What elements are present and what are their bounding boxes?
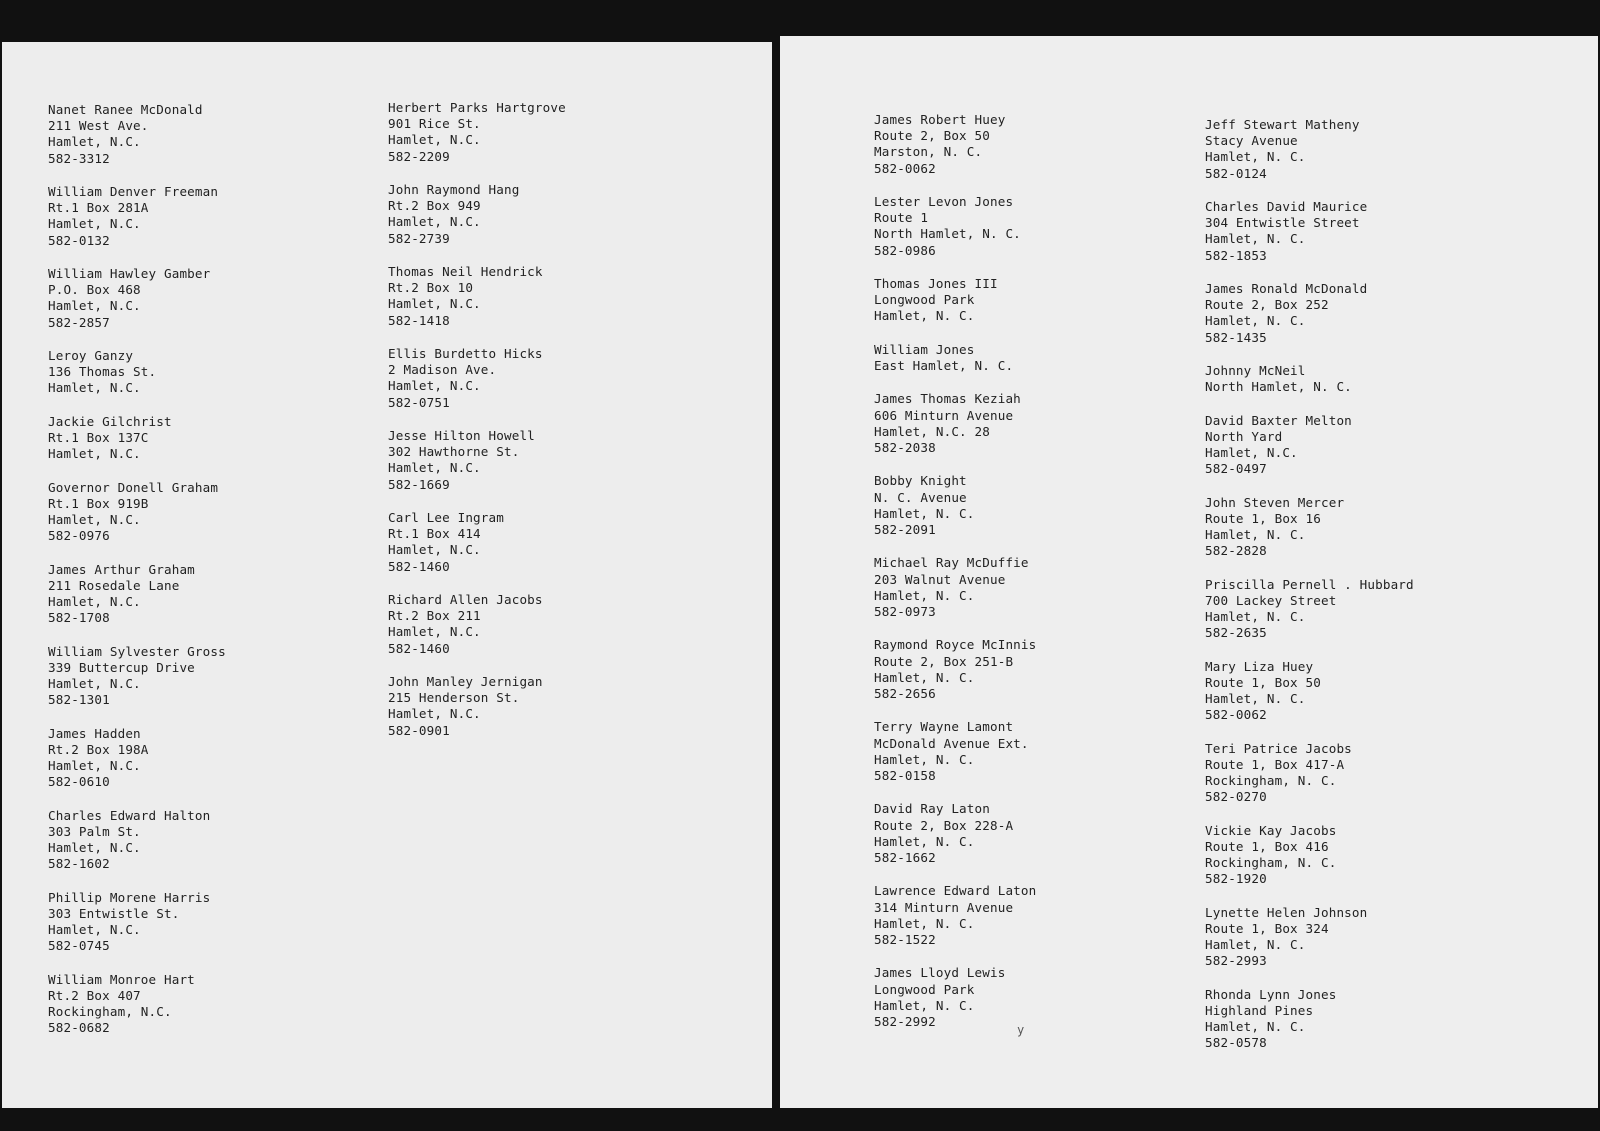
entry-address: 303 Palm St. bbox=[48, 823, 141, 839]
directory-entry bbox=[874, 276, 1036, 325]
entry-name: Johnny McNeil bbox=[1205, 363, 1306, 378]
entry-address: 136 Thomas St. bbox=[48, 364, 157, 380]
entry-address: 211 Rosedale Lane bbox=[48, 577, 180, 593]
entry-city: Hamlet, N. C. bbox=[874, 751, 975, 767]
entry-name: John Raymond Hang bbox=[388, 182, 520, 197]
entry-city: Hamlet, N.C. bbox=[48, 380, 141, 396]
entry-phone: 582-1920 bbox=[1205, 871, 1267, 887]
directory-entry bbox=[874, 555, 1036, 620]
entry-name: Charles David Maurice bbox=[1205, 199, 1368, 214]
entry-address: Route 1, Box 417-A bbox=[1205, 756, 1345, 772]
entry-name: William Monroe Hart bbox=[48, 971, 195, 987]
directory-entry bbox=[388, 100, 566, 165]
entry-name: Thomas Jones III bbox=[874, 276, 998, 291]
directory-entry bbox=[388, 428, 566, 493]
directory-entry bbox=[1205, 199, 1414, 264]
entry-city: Hamlet, N. C. bbox=[1205, 149, 1306, 165]
directory-entry bbox=[874, 965, 1036, 1030]
entry-phone: 582-0751 bbox=[388, 394, 450, 410]
entry-address: Route 1, Box 50 bbox=[1205, 674, 1321, 690]
entry-phone: 582-0124 bbox=[1205, 165, 1267, 181]
entry-phone: 582-0682 bbox=[48, 1020, 110, 1036]
entry-address: 2 Madison Ave. bbox=[388, 362, 497, 378]
directory-entry bbox=[48, 808, 226, 873]
entry-phone: 582-2739 bbox=[388, 230, 450, 246]
entry-address: 303 Entwistle St. bbox=[48, 905, 180, 921]
entry-address: Route 2, Box 50 bbox=[874, 128, 990, 144]
entry-name: Jesse Hilton Howell bbox=[388, 428, 535, 443]
entry-phone: 582-3312 bbox=[48, 150, 110, 166]
entry-phone: 582-2993 bbox=[1205, 953, 1267, 969]
entry-city: Hamlet, N.C. bbox=[388, 378, 481, 394]
directory-entry bbox=[388, 346, 566, 411]
directory-entry bbox=[1205, 413, 1414, 478]
entry-address: 302 Hawthorne St. bbox=[388, 444, 520, 460]
entry-address: Rt.2 Box 10 bbox=[388, 280, 474, 296]
entry-address: N. C. Avenue bbox=[874, 489, 967, 505]
entry-phone: 582-1853 bbox=[1205, 247, 1267, 263]
entry-city: Hamlet, N.C. bbox=[1205, 445, 1298, 460]
entry-phone: 582-0132 bbox=[48, 232, 110, 248]
entry-phone: 582-2635 bbox=[1205, 625, 1267, 641]
directory-entry bbox=[1205, 987, 1414, 1052]
entry-city: Hamlet, N. C. bbox=[874, 833, 975, 849]
directory-entry bbox=[874, 391, 1036, 456]
entry-name: Teri Patrice Jacobs bbox=[1205, 740, 1352, 756]
directory-entry bbox=[874, 719, 1036, 784]
entry-address: 606 Minturn Avenue bbox=[874, 407, 1014, 423]
entry-name: Raymond Royce McInnis bbox=[874, 637, 1037, 653]
entry-city: Hamlet, N. C. bbox=[874, 505, 975, 521]
directory-entry bbox=[48, 414, 226, 463]
entry-name: Charles Edward Halton bbox=[48, 807, 211, 823]
entry-name: Richard Allen Jacobs bbox=[388, 592, 543, 607]
entry-address: Rt.1 Box 281A bbox=[48, 200, 149, 216]
directory-entry bbox=[48, 562, 226, 627]
entry-address: Rt.2 Box 949 bbox=[388, 198, 481, 214]
entry-name: David Baxter Melton bbox=[1205, 412, 1352, 428]
entry-name: Jackie Gilchrist bbox=[48, 413, 172, 429]
entry-address: Route 2, Box 228-A bbox=[874, 817, 1014, 833]
entry-address: 304 Entwistle Street bbox=[1205, 215, 1360, 231]
entry-address: Longwood Park bbox=[874, 981, 975, 997]
entry-phone: 582-0976 bbox=[48, 528, 110, 544]
entry-name: Phillip Morene Harris bbox=[48, 889, 211, 905]
entry-city: Hamlet, N.C. bbox=[48, 594, 141, 609]
directory-entry bbox=[388, 264, 566, 329]
entry-address: Rt.1 Box 137C bbox=[48, 430, 149, 445]
directory-entry bbox=[1205, 495, 1414, 560]
right-page-column-2 bbox=[1205, 117, 1414, 1069]
entry-phone: 582-0497 bbox=[1205, 461, 1267, 477]
entry-address: Rt.2 Box 198A bbox=[48, 741, 149, 757]
left-page bbox=[2, 42, 772, 1108]
entry-name: Vickie Kay Jacobs bbox=[1205, 822, 1337, 838]
directory-entry bbox=[1205, 577, 1414, 642]
entry-city: Hamlet, N. C. bbox=[1205, 937, 1306, 952]
entry-phone: 582-0270 bbox=[1205, 789, 1267, 805]
entry-phone: 582-0986 bbox=[874, 242, 936, 258]
directory-entry bbox=[48, 102, 226, 167]
directory-entry bbox=[1205, 281, 1414, 346]
directory-entry bbox=[48, 890, 226, 955]
entry-phone: 582-1301 bbox=[48, 692, 110, 708]
entry-name: John Manley Jernigan bbox=[388, 674, 543, 689]
entry-city: Hamlet, N.C. bbox=[48, 758, 141, 773]
directory-entry bbox=[388, 592, 566, 657]
entry-phone: 582-1418 bbox=[388, 312, 450, 328]
entry-phone: 582-0973 bbox=[874, 604, 936, 619]
entry-address: Route 1, Box 324 bbox=[1205, 920, 1329, 936]
entry-name: Lynette Helen Johnson bbox=[1205, 904, 1368, 920]
directory-entry bbox=[874, 342, 1036, 374]
entry-city: Hamlet, N.C. bbox=[388, 132, 481, 148]
entry-city: Hamlet, N.C. bbox=[388, 542, 481, 558]
page-footer-fragment: y bbox=[1017, 1023, 1025, 1037]
entry-address: 211 West Ave. bbox=[48, 118, 149, 134]
entry-name: Leroy Ganzy bbox=[48, 348, 134, 363]
entry-phone: 582-0158 bbox=[874, 768, 936, 783]
entry-phone: 582-0062 bbox=[1205, 707, 1267, 723]
entry-city: Hamlet, N.C. bbox=[388, 296, 481, 312]
entry-name: James Robert Huey bbox=[874, 112, 1006, 127]
entry-address: Rt.1 Box 414 bbox=[388, 526, 481, 542]
directory-entry bbox=[874, 883, 1036, 948]
entry-name: Thomas Neil Hendrick bbox=[388, 264, 543, 279]
entry-phone: 582-2857 bbox=[48, 314, 110, 330]
entry-address: 700 Lackey Street bbox=[1205, 592, 1337, 608]
entry-phone: 582-2828 bbox=[1205, 543, 1267, 559]
entry-city: Hamlet, N.C. bbox=[48, 676, 141, 691]
entry-name: James Hadden bbox=[48, 725, 141, 741]
entry-address: Longwood Park bbox=[874, 292, 975, 308]
entry-city: Hamlet, N. C. bbox=[874, 587, 975, 603]
entry-city: Hamlet, N.C. bbox=[48, 134, 141, 150]
entry-address: Rt.2 Box 211 bbox=[388, 608, 481, 624]
entry-address: East Hamlet, N. C. bbox=[874, 358, 1014, 373]
directory-entry bbox=[874, 194, 1036, 259]
entry-address: Stacy Avenue bbox=[1205, 133, 1298, 149]
entry-name: Bobby Knight bbox=[874, 473, 967, 489]
entry-city: Hamlet, N. C. bbox=[874, 915, 975, 931]
directory-entry bbox=[1205, 905, 1414, 970]
directory-entry bbox=[1205, 741, 1414, 806]
directory-entry bbox=[48, 348, 226, 397]
entry-phone: 582-2656 bbox=[874, 686, 936, 701]
entry-name: James Thomas Keziah bbox=[874, 391, 1021, 407]
entry-city: Hamlet, N. C. bbox=[874, 669, 975, 685]
entry-city: Hamlet, N. C. bbox=[1205, 527, 1306, 542]
entry-phone: 582-1522 bbox=[874, 932, 936, 947]
entry-city: Hamlet, N.C. bbox=[388, 214, 481, 230]
entry-address: McDonald Avenue Ext. bbox=[874, 735, 1029, 751]
entry-phone: 582-2209 bbox=[388, 148, 450, 164]
left-page-column-1 bbox=[48, 102, 226, 1054]
entry-city: Hamlet, N.C. bbox=[48, 446, 141, 462]
directory-entry bbox=[388, 510, 566, 575]
entry-name: James Arthur Graham bbox=[48, 561, 195, 577]
entry-city: Rockingham, N. C. bbox=[1205, 855, 1337, 870]
entry-address: Route 1 bbox=[874, 210, 929, 226]
entry-address: 901 Rice St. bbox=[388, 116, 481, 132]
entry-address: Highland Pines bbox=[1205, 1002, 1314, 1018]
entry-name: Jeff Stewart Matheny bbox=[1205, 117, 1360, 132]
entry-phone: 582-1460 bbox=[388, 640, 450, 656]
entry-phone: 582-2091 bbox=[874, 522, 936, 537]
directory-entry bbox=[874, 637, 1036, 702]
directory-entry bbox=[48, 184, 226, 249]
entry-phone: 582-1669 bbox=[388, 476, 450, 492]
directory-entry bbox=[388, 182, 566, 247]
entry-phone: 582-0610 bbox=[48, 774, 110, 790]
entry-name: William Sylvester Gross bbox=[48, 643, 226, 659]
entry-address: 215 Henderson St. bbox=[388, 690, 520, 706]
entry-city: Hamlet, N.C. 28 bbox=[874, 423, 990, 439]
entry-name: James Lloyd Lewis bbox=[874, 965, 1006, 981]
right-page bbox=[780, 36, 1598, 1108]
entry-phone: 582-0062 bbox=[874, 160, 936, 176]
entry-address: Rt.1 Box 919B bbox=[48, 495, 149, 511]
entry-name: Ellis Burdetto Hicks bbox=[388, 346, 543, 361]
entry-city: Hamlet, N.C. bbox=[48, 512, 141, 527]
entry-name: William Denver Freeman bbox=[48, 184, 219, 199]
entry-phone: 582-2992 bbox=[874, 1014, 936, 1029]
entry-phone: 582-1662 bbox=[874, 850, 936, 865]
left-page-column-2 bbox=[388, 100, 566, 756]
entry-name: William Hawley Gamber bbox=[48, 266, 211, 281]
entry-address: Rt.2 Box 407 bbox=[48, 987, 141, 1003]
entry-city: Hamlet, N. C. bbox=[1205, 231, 1306, 247]
directory-entry bbox=[48, 266, 226, 331]
entry-address: Route 2, Box 252 bbox=[1205, 297, 1329, 313]
entry-name: Michael Ray McDuffie bbox=[874, 555, 1029, 571]
entry-city: Hamlet, N. C. bbox=[1205, 609, 1306, 624]
entry-city: Hamlet, N.C. bbox=[388, 706, 481, 722]
entry-name: Terry Wayne Lamont bbox=[874, 719, 1014, 735]
entry-name: William Jones bbox=[874, 341, 975, 357]
entry-city: Hamlet, N.C. bbox=[48, 840, 141, 855]
entry-city: Hamlet, N.C. bbox=[48, 298, 141, 314]
entry-address: North Yard bbox=[1205, 428, 1283, 444]
directory-entry bbox=[874, 473, 1036, 538]
entry-name: James Ronald McDonald bbox=[1205, 281, 1368, 296]
entry-phone: 582-1708 bbox=[48, 610, 110, 626]
directory-entry bbox=[48, 972, 226, 1037]
directory-entry bbox=[48, 480, 226, 545]
right-page-column-1 bbox=[874, 112, 1036, 1047]
entry-phone: 582-0901 bbox=[388, 722, 450, 738]
entry-city: Hamlet, N. C. bbox=[1205, 1019, 1306, 1034]
entry-name: Rhonda Lynn Jones bbox=[1205, 986, 1337, 1002]
entry-phone: 582-2038 bbox=[874, 440, 936, 455]
entry-phone: 582-1460 bbox=[388, 558, 450, 574]
entry-city: Hamlet, N. C. bbox=[874, 308, 975, 324]
entry-name: Nanet Ranee McDonald bbox=[48, 102, 203, 117]
entry-city: Hamlet, N.C. bbox=[48, 216, 141, 232]
entry-phone: 582-0745 bbox=[48, 938, 110, 954]
entry-address: North Hamlet, N. C. bbox=[1205, 379, 1352, 395]
entry-phone: 582-1435 bbox=[1205, 329, 1267, 345]
entry-city: Rockingham, N.C. bbox=[48, 1004, 172, 1019]
entry-address: P.O. Box 468 bbox=[48, 282, 141, 298]
entry-name: John Steven Mercer bbox=[1205, 494, 1345, 510]
entry-city: Hamlet, N. C. bbox=[1205, 691, 1306, 706]
directory-entry bbox=[48, 726, 226, 791]
entry-city: Hamlet, N. C. bbox=[874, 997, 975, 1013]
entry-address: Route 1, Box 16 bbox=[1205, 510, 1321, 526]
entry-phone: 582-0578 bbox=[1205, 1035, 1267, 1051]
entry-city: North Hamlet, N. C. bbox=[874, 226, 1021, 242]
entry-address: Route 2, Box 251-B bbox=[874, 653, 1014, 669]
directory-entry bbox=[874, 112, 1036, 177]
entry-name: Lester Levon Jones bbox=[874, 194, 1014, 209]
entry-city: Hamlet, N.C. bbox=[388, 460, 481, 476]
directory-entry bbox=[48, 644, 226, 709]
entry-name: Herbert Parks Hartgrove bbox=[388, 100, 566, 115]
directory-entry bbox=[1205, 117, 1414, 182]
entry-city: Hamlet, N.C. bbox=[388, 624, 481, 640]
entry-address: 339 Buttercup Drive bbox=[48, 659, 195, 675]
directory-entry bbox=[1205, 363, 1414, 395]
entry-name: David Ray Laton bbox=[874, 801, 990, 817]
entry-city: Marston, N. C. bbox=[874, 144, 983, 160]
entry-name: Priscilla Pernell . Hubbard bbox=[1205, 576, 1414, 592]
entry-city: Hamlet, N.C. bbox=[48, 922, 141, 937]
directory-entry bbox=[1205, 823, 1414, 888]
entry-address: Route 1, Box 416 bbox=[1205, 838, 1329, 854]
entry-address: 203 Walnut Avenue bbox=[874, 571, 1006, 587]
directory-entry bbox=[874, 801, 1036, 866]
entry-name: Carl Lee Ingram bbox=[388, 510, 504, 525]
entry-name: Governor Donell Graham bbox=[48, 479, 219, 495]
entry-name: Mary Liza Huey bbox=[1205, 658, 1314, 674]
entry-name: Lawrence Edward Laton bbox=[874, 883, 1037, 899]
entry-city: Hamlet, N. C. bbox=[1205, 313, 1306, 329]
entry-city: Rockingham, N. C. bbox=[1205, 773, 1337, 788]
entry-address: 314 Minturn Avenue bbox=[874, 899, 1014, 915]
directory-entry bbox=[1205, 659, 1414, 724]
entry-phone: 582-1602 bbox=[48, 856, 110, 872]
directory-entry bbox=[388, 674, 566, 739]
